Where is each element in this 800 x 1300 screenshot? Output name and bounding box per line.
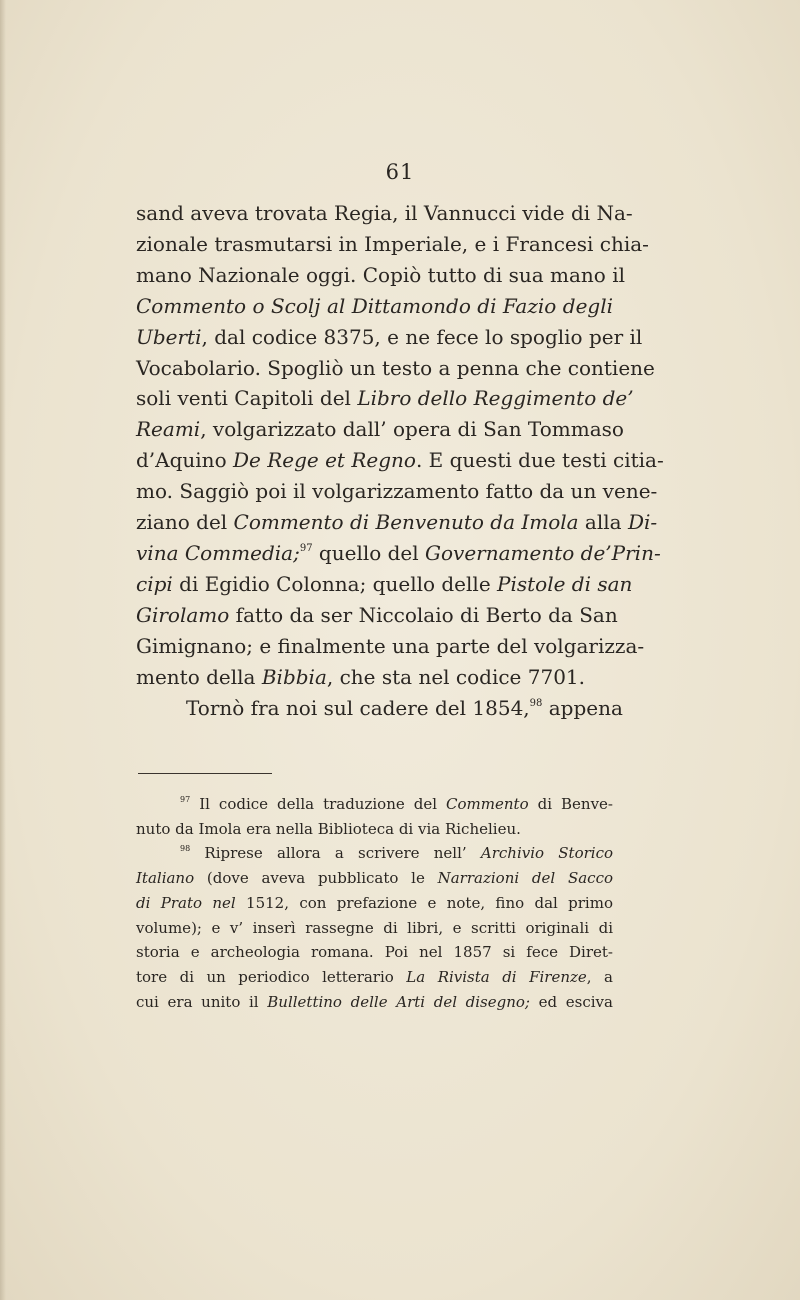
footnote-line bbox=[136, 792, 613, 817]
footnote-ref: 98 bbox=[529, 697, 543, 709]
text-line bbox=[136, 291, 613, 322]
text-run: quello del bbox=[312, 540, 426, 565]
italic-title: Reami bbox=[136, 417, 201, 442]
text-line: sand aveva trovata Regia, il Vannucci vide di Na- bbox=[136, 201, 633, 225]
footnote-line bbox=[136, 965, 613, 990]
text-line bbox=[136, 507, 658, 538]
italic-title: Archivio Storico bbox=[480, 844, 614, 863]
italic-title: Governamento de’Prin- bbox=[425, 540, 661, 565]
text-run: di Egidio Colonna; quello delle bbox=[172, 571, 498, 596]
text-line: mo. Saggiò poi il volgarizzamento fatto da un vene- bbox=[136, 479, 658, 504]
italic-title: De Rege et Regno bbox=[232, 448, 416, 473]
text-line: Vocabolario. Spogliò un testo a penna che contiene bbox=[136, 355, 655, 380]
italic-title: Girolamo bbox=[136, 602, 230, 627]
text-run: , a bbox=[586, 967, 613, 986]
italic-title: La Rivista di Firenze bbox=[406, 967, 587, 986]
italic-title: Narrazioni del Sacco bbox=[437, 869, 613, 888]
text-run: ed esciva bbox=[529, 992, 613, 1011]
text-line bbox=[136, 322, 643, 353]
footnote-marker: 98 bbox=[180, 844, 191, 854]
text-line bbox=[136, 662, 613, 693]
text-run: , che sta nel codice 7701. bbox=[326, 664, 586, 689]
text-line: Gimignano; e finalmente una parte del volgarizza- bbox=[136, 633, 645, 658]
main-text-block bbox=[136, 198, 664, 723]
text-run: appena bbox=[542, 695, 623, 720]
text-run: (dove aveva pubblicato le bbox=[194, 869, 438, 888]
footnotes-block bbox=[136, 792, 613, 1014]
italic-title: vina Commedia; bbox=[136, 540, 300, 565]
text-line bbox=[136, 600, 618, 631]
italic-title: Pistole di san bbox=[497, 571, 633, 596]
text-run: , volgarizzato dall’ opera di San Tommaso bbox=[200, 417, 624, 442]
italic-title: Bibbia bbox=[261, 664, 327, 689]
text-run: , dal codice 8375, e ne fece lo spoglio per il bbox=[201, 324, 643, 349]
footnote-line: storia e archeologia romana. Poi nel 1857 si fece Diret- bbox=[136, 943, 613, 962]
text-run: Tornò fra noi sul cadere del 1854, bbox=[186, 695, 530, 720]
text-run: mento della bbox=[136, 664, 262, 689]
italic-title: Di- bbox=[627, 510, 658, 535]
italic-title: Uberti bbox=[136, 324, 202, 349]
text-run: 1512, con prefazione e note, fino dal primo bbox=[235, 893, 613, 912]
italic-title: Italiano bbox=[136, 869, 195, 888]
text-run: ziano del bbox=[136, 510, 234, 535]
text-line bbox=[136, 693, 623, 724]
italic-title: Commento o Scolj al Dittamondo di Fazio degli bbox=[136, 293, 613, 318]
italic-title: cipi bbox=[136, 571, 173, 596]
footnote-line bbox=[136, 866, 613, 891]
text-line bbox=[136, 383, 634, 414]
italic-title: Commento bbox=[446, 795, 529, 813]
text-line bbox=[136, 538, 661, 569]
italic-title: Commento di Benvenuto da Imola bbox=[233, 510, 579, 535]
italic-title: Bullettino delle Arti del disegno; bbox=[267, 992, 530, 1011]
text-run: Il codice della traduzione del bbox=[190, 795, 447, 813]
text-run: soli venti Capitoli del bbox=[136, 386, 358, 411]
text-line bbox=[136, 445, 664, 476]
footnote-line bbox=[136, 990, 613, 1015]
footnote-line bbox=[136, 891, 613, 916]
footnote-line bbox=[136, 841, 613, 866]
text-line bbox=[136, 569, 633, 600]
footnote-divider bbox=[138, 773, 272, 774]
italic-title: Libro dello Reggimento de’ bbox=[357, 386, 634, 411]
footnote-ref: 97 bbox=[299, 542, 313, 554]
page-edge-shadow bbox=[0, 0, 6, 1300]
text-line: zionale trasmutarsi in Imperiale, e i Francesi chia- bbox=[136, 231, 649, 256]
text-run: d’Aquino bbox=[136, 448, 233, 473]
text-line bbox=[136, 414, 624, 445]
footnote-marker: 97 bbox=[180, 795, 191, 804]
text-run: fatto da ser Niccolaio di Berto da San bbox=[229, 602, 618, 627]
footnote-line: volume); e v’ inserì rassegne di libri, e scritti originali di bbox=[136, 918, 613, 937]
page-number: 61 bbox=[385, 160, 415, 184]
text-run: Riprese allora a scrivere nell’ bbox=[190, 844, 481, 863]
italic-title: di Prato nel bbox=[136, 893, 236, 912]
footnote-line: nuto da Imola era nella Biblioteca di via Richelieu. bbox=[136, 819, 521, 838]
text-run: . E questi due testi citia- bbox=[415, 448, 664, 473]
text-run: alla bbox=[578, 510, 628, 535]
text-run: di Benve- bbox=[528, 795, 614, 813]
text-run: tore di un periodico letterario bbox=[136, 967, 407, 986]
text-line: mano Nazionale oggi. Copiò tutto di sua mano il bbox=[136, 262, 625, 287]
text-run: cui era unito il bbox=[136, 992, 268, 1011]
